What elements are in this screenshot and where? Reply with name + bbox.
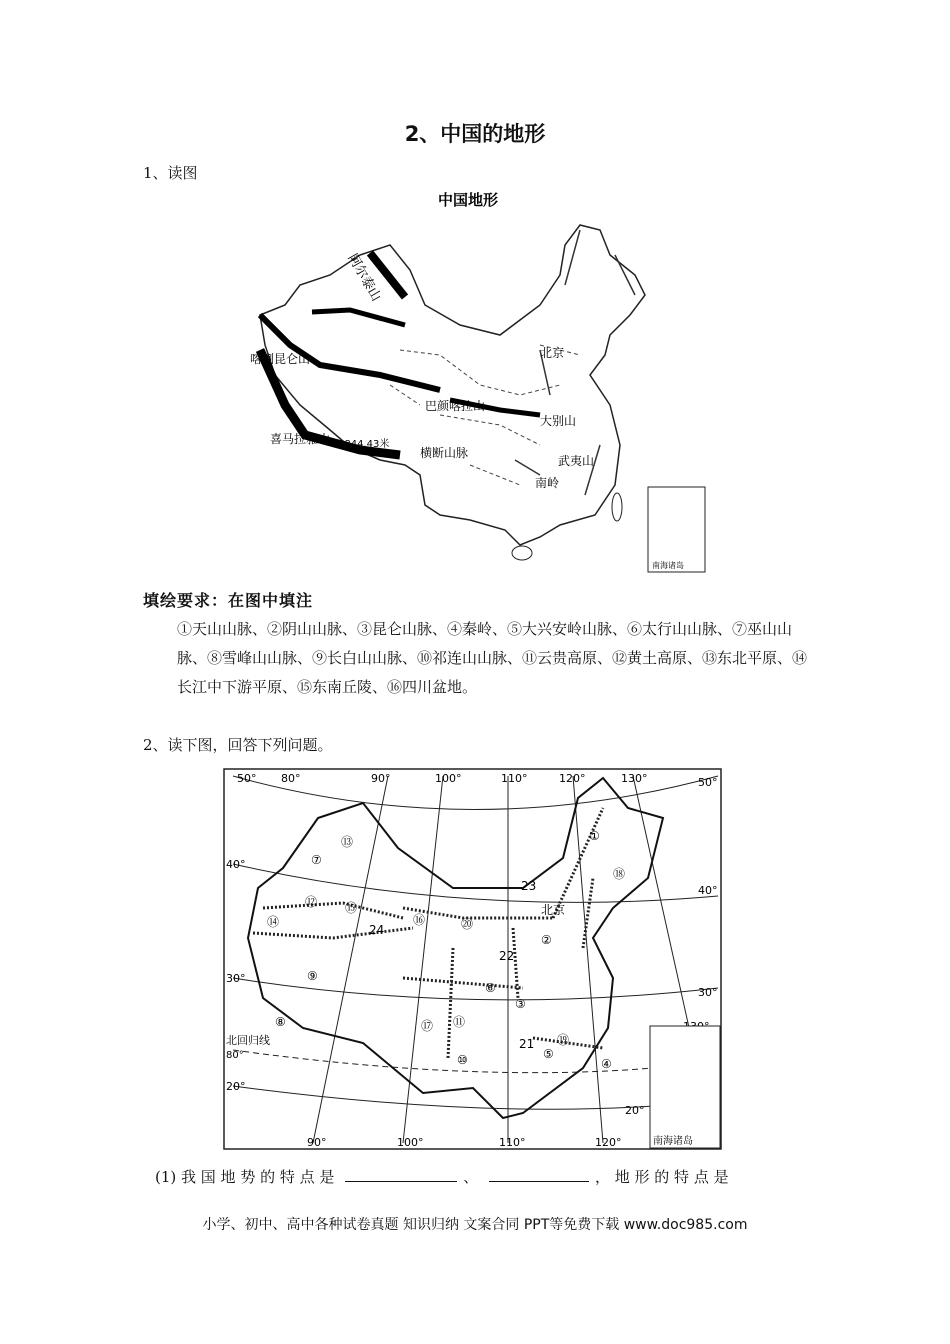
label-hengduan: 横断山脉 [420,446,469,460]
lat-label: 20° [226,1080,246,1093]
marker: ⑨ [307,969,318,983]
lon-label: 100° [397,1136,424,1149]
lon-label: 50° [237,772,257,785]
lat-label: 30° [698,986,718,999]
answer-blank-1[interactable] [345,1181,457,1182]
hainan-island [512,546,532,560]
label-wuyi: 武夷山 [558,454,595,468]
sub1-text-a: (1) 我 国 地 势 的 特 点 是 [155,1168,335,1186]
label-karakoram: 喀喇昆仑山 [250,352,311,366]
beijing-label: 北京 [541,903,566,917]
lat-label: 30° [226,972,246,985]
china-grid-map [223,768,723,1151]
marker: ⑱ [613,867,626,881]
inset-label-2: 南海诸岛 [653,1136,693,1147]
marker: ⑳ [461,917,474,931]
sub1-sep: 、 [463,1168,479,1186]
marker: ⑧ [275,1015,286,1029]
marker: 22 [499,949,515,963]
marker: ⑤ [543,1047,554,1061]
lon-label: 50° [698,776,718,789]
marker: ⑥ [485,981,496,995]
label-nanling: 南岭 [535,476,560,490]
answer-blank-2[interactable] [489,1181,589,1182]
marker: ⑲ [557,1033,570,1047]
lat-label: 40° [226,858,246,871]
map-title: 中国地形 [438,191,499,209]
marker: ⑯ [413,913,426,927]
marker: ④ [601,1057,612,1071]
marker: ⑩ [457,1053,468,1067]
inset-label: 南海诸岛 [652,561,684,570]
lon-label: 120° [595,1136,622,1149]
marker: ① [589,829,600,843]
lat-label: 40° [698,884,718,897]
lon-label: 90° [307,1136,327,1149]
question-1-label: 1、读图 [143,164,198,182]
marker: 23 [521,879,537,893]
lat-label: 20° [625,1104,645,1117]
china-outline [260,225,645,545]
lon-label: 100° [435,772,462,785]
marker: ⑭ [267,915,280,929]
lon-label: 90° [371,772,391,785]
marker: ⑪ [453,1015,466,1029]
requirement-title: 填绘要求：在图中填注 [143,591,314,610]
sub-question-1 [155,1166,805,1187]
marker: ⑬ [341,835,354,849]
tianshan-range [312,310,405,325]
requirement-text: ①天山山脉、②阴山山脉、③昆仑山脉、④秦岭、⑤大兴安岭山脉、⑥太行山山脉、⑦巫山山脉、⑧雪峰山山脉、⑨长白山山脉、⑩祁连山山脉、⑪云贵高原、⑫黄土高原、⑬东北平原、⑭长江中下游平原、⑮东南丘陵、⑯四川盆地。 [177,620,808,696]
lon-label: 120° [559,772,586,785]
marker: ⑫ [305,895,318,909]
marker: ⑮ [345,901,358,915]
marker: ② [541,933,552,947]
question-2-label: 2、读下图，回答下列问题。 [143,736,333,754]
label-altai: 阿尔泰山 [344,251,384,305]
marker: ⑦ [311,853,322,867]
map-frame [224,769,721,1149]
lon-label: 110° [501,772,528,785]
label-height: 8844.43米 [338,439,390,450]
inset-frame-2 [650,1026,720,1148]
inset-frame [648,487,705,572]
label-beijing: 北京 [540,346,565,360]
lon-label: 110° [499,1136,526,1149]
page-title: 2、中国的地形 [404,122,546,146]
marker: ③ [515,997,526,1011]
label-himalaya: 喜马拉雅山 [270,432,331,446]
china-terrain-map [240,185,720,577]
lon-label: 80° [281,772,301,785]
lon-label: 130° [621,772,648,785]
label-bayan: 巴颜喀拉山 [425,399,486,413]
lat-label: 80° [226,1050,244,1061]
sub1-text-b: ， 地 形 的 特 点 是 [594,1168,729,1186]
marker: 21 [519,1037,535,1051]
lat-label: 北回归线 [226,1034,270,1047]
page-footer: 小学、初中、高中各种试卷真题 知识归纳 文案合同 PPT等免费下载 www.doc985.com [202,1217,748,1233]
marker: ⑰ [421,1019,434,1033]
taiwan-island [612,493,622,521]
marker: 24 [369,923,385,937]
label-dabie: 大别山 [540,414,577,428]
